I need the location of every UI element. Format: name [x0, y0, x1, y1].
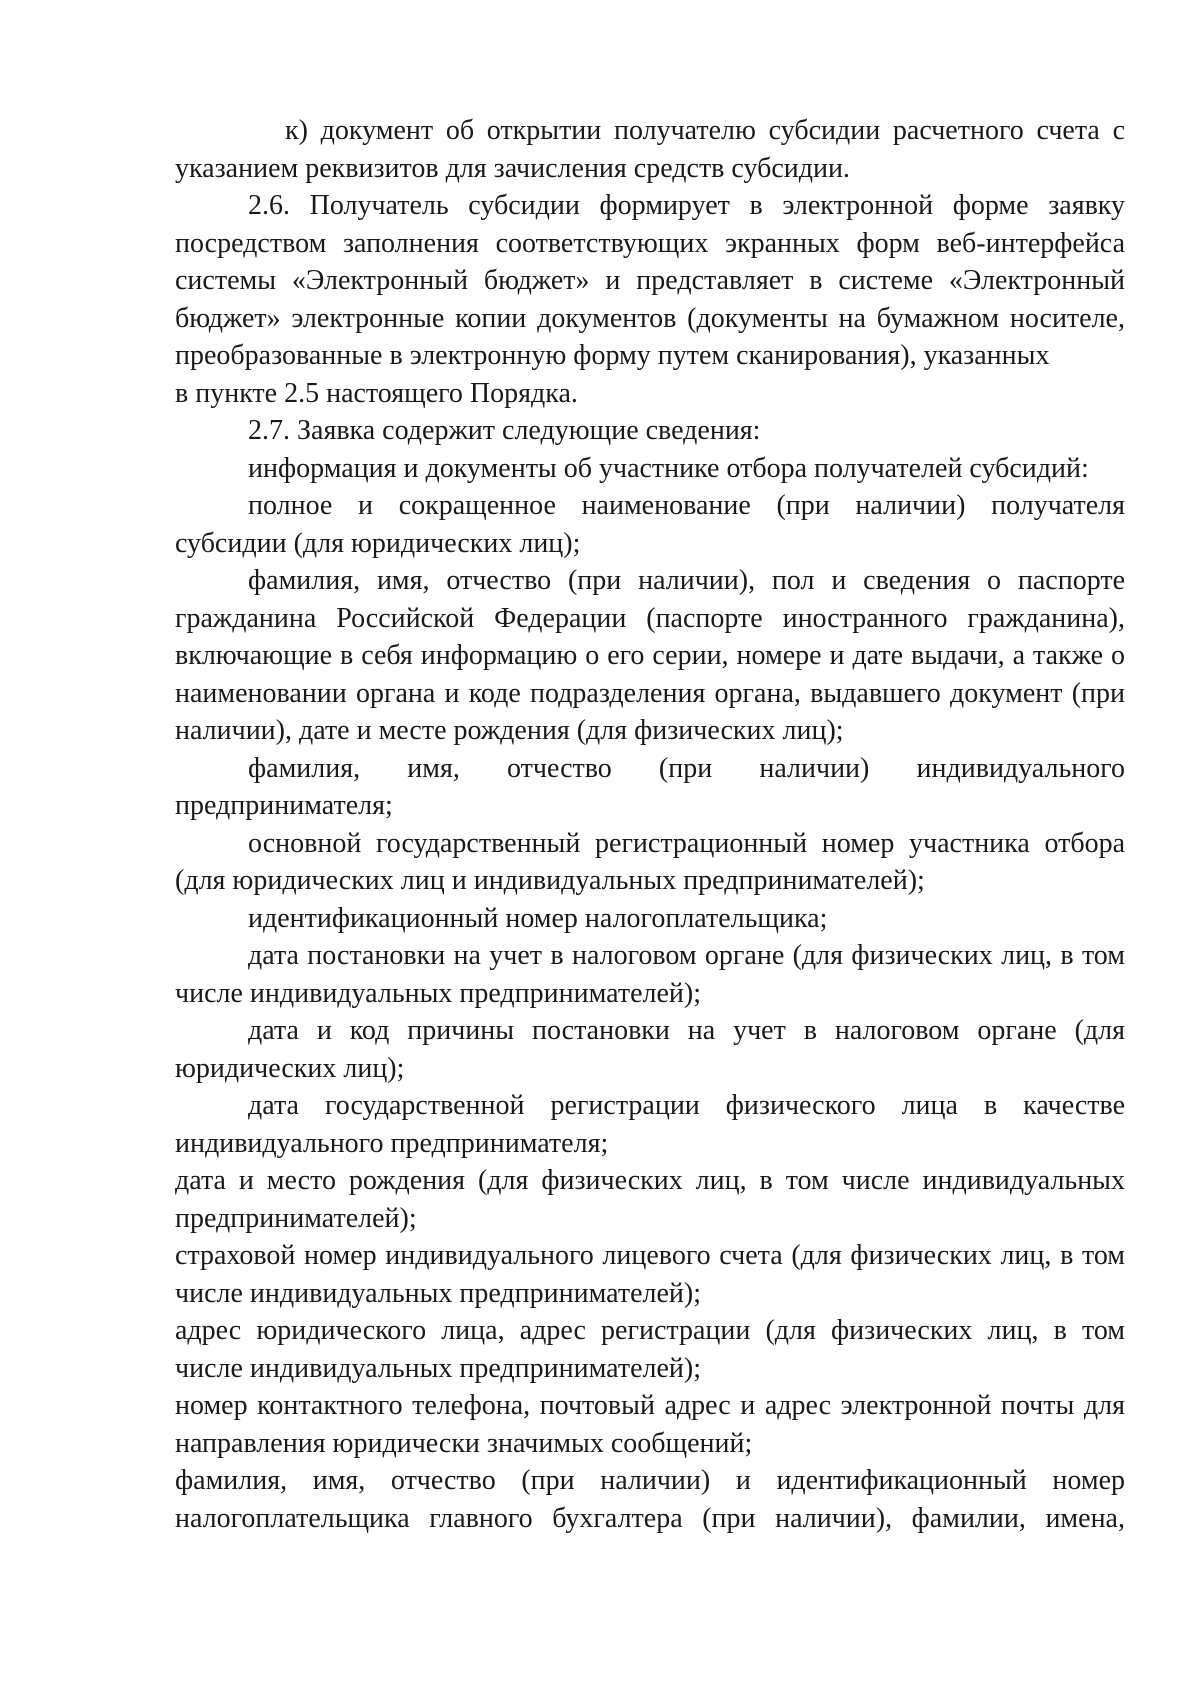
paragraph-kpp: дата и код причины постановки на учет в налоговом органе (для юридических лиц); — [175, 1015, 1125, 1084]
paragraph-fio-ip: фамилия, имя, отчество (при наличии) индивидуального предпринимателя; — [175, 752, 1125, 821]
paragraph-k: к) документ об открытии получателю субсидии расчетного счета с указанием реквизитов для зачисления средств субсидии. — [175, 115, 1125, 184]
paragraph-date-tax: дата постановки на учет в налоговом органе (для физических лиц, в том числе индивидуальных предпринимателей); — [175, 940, 1125, 1009]
paragraph-passport: фамилия, имя, отчество (при наличии), пол и сведения о паспорте гражданина Российской Федерации (паспорте иностранного гражданина), включающие в себя информацию о его серии, номере и дате выдачи, а также о наименовании органа и коде подразделения органа, выдавшего документ (при наличии), дате и месте рождения (для физических лиц); — [175, 565, 1125, 746]
paragraph-2-6-continuation: в пункте 2.5 настоящего Порядка. — [175, 377, 578, 409]
paragraph-birth: дата и место рождения (для физических лиц, в том числе индивидуальных предпринимателей); — [175, 1165, 1125, 1234]
document-body — [175, 112, 1125, 1537]
paragraph-2-6: 2.6. Получатель субсидии формирует в электронной форме заявку посредством заполнения соответствующих экранных форм веб-интерфейса системы «Электронный бюджет» и представляет в системе «Электронный бюджет» электронные копии документов (документы на бумажном носителе, преобразованные в электронную форму путем сканирования), указанных — [175, 190, 1125, 371]
paragraph-contacts: номер контактного телефона, почтовый адрес и адрес электронной почты для направления юридически значимых сообщений; — [175, 1390, 1125, 1459]
paragraph-inn: идентификационный номер налогоплательщика; — [248, 902, 828, 934]
paragraph-snils: страховой номер индивидуального лицевого счета (для физических лиц, в том числе индивидуальных предпринимателей); — [175, 1240, 1125, 1309]
paragraph-info: информация и документы об участнике отбора получателей субсидий: — [248, 452, 1089, 484]
paragraph-name: полное и сокращенное наименование (при наличии) получателя субсидии (для юридических лиц); — [175, 490, 1125, 559]
paragraph-2-7: 2.7. Заявка содержит следующие сведения: — [248, 415, 761, 446]
paragraph-accountant: фамилия, имя, отчество (при наличии) и идентификационный номер налогоплательщика главного бухгалтера (при наличии), фамилии, имена, — [175, 1465, 1125, 1534]
paragraph-address: адрес юридического лица, адрес регистрации (для физических лиц, в том числе индивидуальных предпринимателей); — [175, 1315, 1125, 1384]
paragraph-date-reg: дата государственной регистрации физического лица в качестве индивидуального предпринимателя; — [175, 1090, 1125, 1159]
paragraph-ogrn: основной государственный регистрационный номер участника отбора (для юридических лиц и индивидуальных предпринимателей); — [175, 827, 1125, 896]
